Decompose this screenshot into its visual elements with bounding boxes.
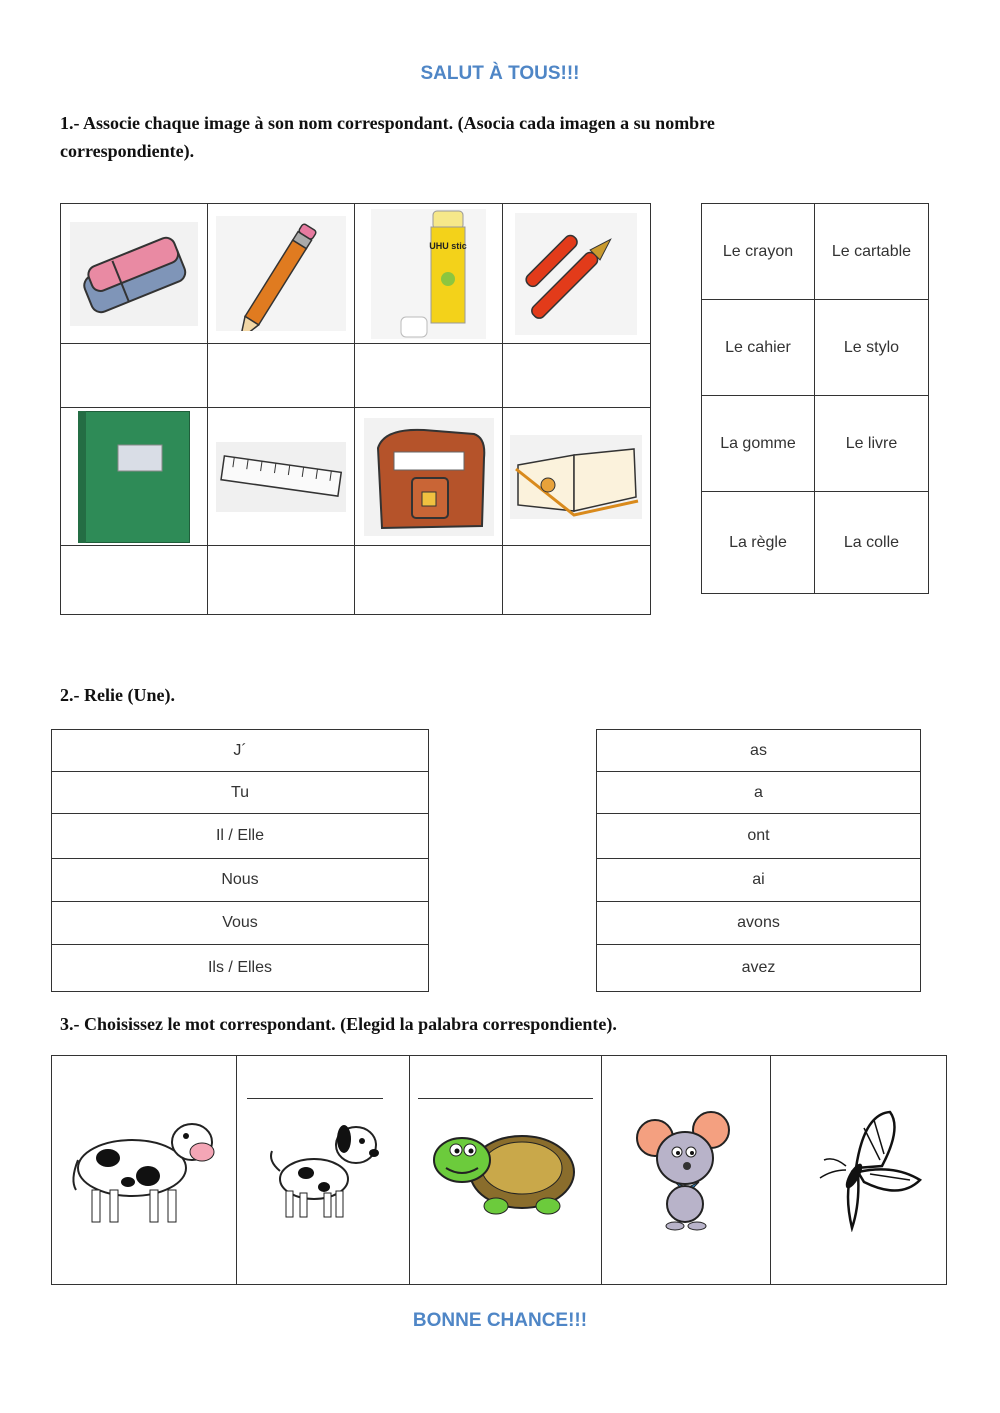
subject-cell[interactable]: Vous	[52, 902, 429, 945]
book-image	[510, 435, 642, 519]
image-cell	[502, 204, 650, 344]
animal-cell	[52, 1056, 237, 1285]
subject-cell[interactable]: J´	[52, 730, 429, 772]
subjects-table	[51, 729, 429, 992]
answer-line[interactable]	[418, 1098, 593, 1099]
verb-cell[interactable]: avons	[597, 902, 921, 945]
answer-line[interactable]	[247, 1098, 383, 1099]
answer-cell[interactable]	[355, 344, 502, 408]
word-cell[interactable]: Le crayon	[702, 204, 815, 300]
animal-cell	[602, 1056, 771, 1285]
animal-cell	[410, 1056, 602, 1285]
answer-cell[interactable]	[355, 546, 502, 615]
word-cell[interactable]: La règle	[702, 492, 815, 594]
question-3-instruction: 3.- Choisissez le mot correspondant. (Elegid la palabra correspondiente).	[60, 1014, 617, 1034]
image-table	[60, 203, 651, 615]
animal-cell	[771, 1056, 947, 1285]
image-cell	[61, 204, 208, 344]
animal-cell	[237, 1056, 410, 1285]
notebook-image	[78, 411, 190, 543]
animals-table	[51, 1055, 947, 1285]
image-cell	[502, 408, 650, 546]
verb-cell[interactable]: as	[597, 730, 921, 772]
ruler-image	[216, 442, 346, 512]
turtle-image	[426, 1120, 586, 1220]
mouse-image	[631, 1108, 741, 1232]
word-cell[interactable]: Le cahier	[702, 300, 815, 396]
subject-cell[interactable]: Ils / Elles	[52, 945, 429, 992]
dog-image	[258, 1115, 388, 1225]
question-1-instruction: 1.- Associe chaque image à son nom correspondant. (Asocia cada imagen a su nombre correspondiente).	[60, 113, 715, 161]
answer-cell[interactable]	[208, 546, 355, 615]
answer-cell[interactable]	[61, 546, 208, 615]
eraser-image	[70, 222, 198, 326]
subject-cell[interactable]: Nous	[52, 859, 429, 902]
pencil-image	[216, 216, 346, 331]
image-cell	[355, 408, 502, 546]
butterfly-image	[794, 1108, 924, 1232]
word-cell[interactable]: Le cartable	[814, 204, 928, 300]
image-cell	[355, 204, 502, 344]
verb-cell[interactable]: ont	[597, 814, 921, 859]
subject-cell[interactable]: Il / Elle	[52, 814, 429, 859]
answer-cell[interactable]	[208, 344, 355, 408]
verb-cell[interactable]: ai	[597, 859, 921, 902]
fountain-pen-image	[515, 213, 637, 335]
answer-cell[interactable]	[502, 344, 650, 408]
image-cell	[208, 204, 355, 344]
word-cell[interactable]: Le livre	[814, 396, 928, 492]
footer-text: BONNE CHANCE!!!	[412, 1310, 588, 1331]
answer-cell[interactable]	[502, 546, 650, 615]
word-bank-table	[701, 203, 929, 594]
page-title: SALUT À TOUS!!!	[420, 63, 580, 84]
question-2-instruction: 2.- Relie (Une).	[60, 685, 175, 705]
verb-cell[interactable]: avez	[597, 945, 921, 992]
word-cell[interactable]: La gomme	[702, 396, 815, 492]
schoolbag-image	[364, 418, 494, 536]
verbs-table	[596, 729, 921, 992]
word-cell[interactable]: Le stylo	[814, 300, 928, 396]
verb-cell[interactable]: a	[597, 772, 921, 814]
word-cell[interactable]: La colle	[814, 492, 928, 594]
glue-label: UHU stic	[429, 240, 467, 251]
image-cell	[208, 408, 355, 546]
answer-cell[interactable]	[61, 344, 208, 408]
glue-stick-image	[371, 209, 486, 339]
image-cell	[61, 408, 208, 546]
cow-image	[68, 1110, 220, 1230]
subject-cell[interactable]: Tu	[52, 772, 429, 814]
